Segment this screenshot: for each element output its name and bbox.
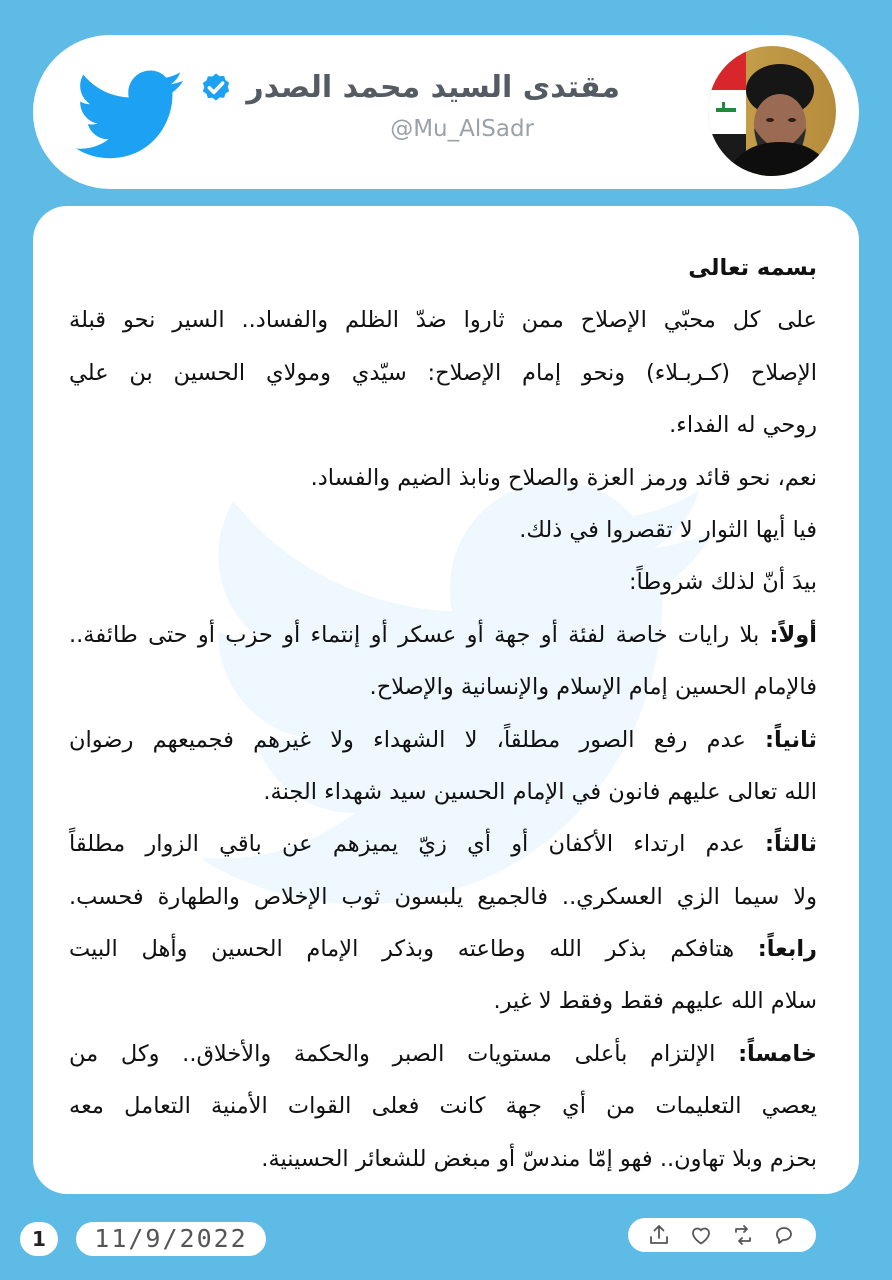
tweet-line: ولا سيما الزي العسكري.. فالجميع يلبسون ثوب الإخلاص والطهارة فحسب. bbox=[69, 883, 817, 910]
display-name-row bbox=[198, 64, 620, 110]
tweet-line: الله تعالى عليهم فانون في الإمام الحسين سيد شهداء الجنة. bbox=[263, 778, 817, 805]
tweet-line: ثانياً: عدم رفع الصور مطلقاً، لا الشهداء ولا غيرهم فجميعهم رضوان bbox=[69, 726, 817, 753]
tweet-line: بحزم وبلا تهاون.. فهو إمّا مندسّ أو مبغض للشعائر الحسينية. bbox=[261, 1145, 817, 1172]
tweet-line: الإصلاح (كـربـلاء) ونحو إمام الإصلاح: سيّدي ومولاي الحسين بن علي bbox=[69, 359, 817, 386]
twitter-bird-icon bbox=[76, 70, 186, 160]
page-number-badge: 1 bbox=[20, 1222, 58, 1256]
person-portrait-icon bbox=[708, 46, 836, 176]
tweet-actions-bar bbox=[628, 1218, 816, 1252]
tweet-content-card bbox=[33, 206, 859, 1194]
verified-badge-icon bbox=[198, 69, 234, 105]
tweet-line: سلام الله عليهم فقط وفقط لا غير. bbox=[493, 988, 817, 1015]
tweet-line: روحي له الفداء. bbox=[669, 412, 817, 439]
tweet-date: 11/9/2022 bbox=[76, 1222, 266, 1256]
display-name[interactable]: مقتدى السيد محمد الصدر bbox=[246, 69, 620, 105]
reply-icon[interactable] bbox=[773, 1223, 797, 1247]
tweet-line: ثالثاً: عدم ارتداء الأكفان أو أي زيّ يميزهم عن باقي الزوار مطلقاً bbox=[69, 831, 817, 858]
tweet-line: أولاً: بلا رايات خاصة لفئة أو جهة أو عسكر أو إنتماء أو حزب أو حتى طائفة.. bbox=[69, 621, 817, 648]
tweet-line: نعم، نحو قائد ورمز العزة والصلاح ونابذ الضيم والفساد. bbox=[310, 464, 817, 491]
like-icon[interactable] bbox=[689, 1223, 713, 1247]
tweet-line: بسمه تعالى bbox=[688, 255, 817, 281]
avatar[interactable] bbox=[708, 46, 836, 176]
tweet-line: فيا أيها الثوار لا تقصروا في ذلك. bbox=[519, 516, 817, 543]
retweet-icon[interactable] bbox=[731, 1223, 755, 1247]
tweet-line: خامساً: الإلتزام بأعلى مستويات الصبر والحكمة والأخلاق.. وكل من bbox=[69, 1040, 817, 1067]
tweet-line: فالإمام الحسين إمام الإسلام والإنسانية والإصلاح. bbox=[369, 674, 817, 701]
tweet-line: يعصي التعليمات من أي جهة كانت فعلى القوات الأمنية التعامل معه bbox=[69, 1093, 817, 1120]
share-icon[interactable] bbox=[647, 1223, 671, 1247]
tweet-line: رابعاً: هتافكم بذكر الله وطاعته وبذكر الإمام الحسين وأهل البيت bbox=[69, 936, 817, 963]
user-handle[interactable]: @Mu_AlSadr bbox=[390, 116, 534, 142]
tweet-line: بيدَ أنّ لذلك شروطاً: bbox=[628, 569, 817, 596]
tweet-text bbox=[69, 242, 817, 1185]
tweet-line: على كل محبّي الإصلاح ممن ثاروا ضدّ الظلم والفساد.. السير نحو قبلة bbox=[69, 307, 817, 334]
